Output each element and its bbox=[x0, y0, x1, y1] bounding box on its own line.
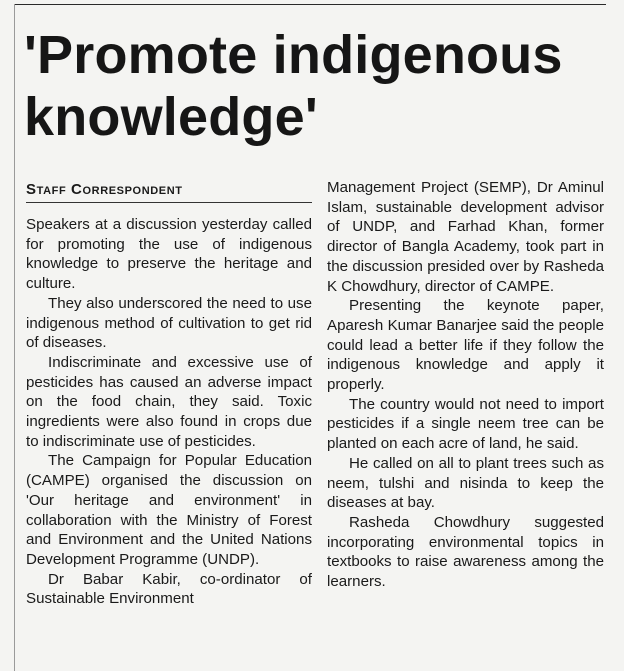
article-right-column bbox=[327, 178, 604, 592]
paragraph: Speakers at a discussion yesterday called for promoting the use of indigenous knowledge to preserve the heritage and culture. bbox=[26, 216, 312, 293]
paragraph: Rasheda Chowdhury suggested incorporating environmental topics in textbooks to raise awareness among the learners. bbox=[327, 513, 604, 591]
paragraph: The country would not need to import pesticides if a single neem tree can be planted on each acre of land, he said. bbox=[327, 395, 604, 453]
paragraph: Presenting the keynote paper, Aparesh Kumar Banarjee said the people could lead a better life if they follow the indigenous knowledge and apply it properly. bbox=[327, 297, 604, 394]
article-byline: Staff Correspondent bbox=[26, 181, 183, 198]
article-left-column bbox=[26, 215, 312, 609]
left-column-rule bbox=[14, 4, 15, 671]
paragraph: Management Project (SEMP), Dr Aminul Islam, sustainable development advisor of UNDP, and Farhad Khan, former director of Bangla Academy, took part in the discussion presided over by Rasheda K Chowdhury, director of CAMPE. bbox=[327, 179, 604, 295]
article-headline: 'Promote indigenous knowledge' bbox=[24, 25, 563, 147]
paragraph: They also underscored the need to use indigenous method of cultivation to get rid of diseases. bbox=[26, 294, 312, 352]
paragraph: The Campaign for Popular Education (CAMPE) organised the discussion on 'Our heritage and environment' in collaboration with the Ministry of Forest and Environment and the United Nations Development Programme (UNDP). bbox=[26, 452, 312, 568]
top-rule bbox=[14, 4, 606, 5]
paragraph: Indiscriminate and excessive use of pesticides has caused an adverse impact on the food chain, they said. Toxic ingredients were also found in crops due to indiscriminate use of pesticides. bbox=[26, 353, 312, 450]
byline-underline bbox=[26, 202, 312, 203]
paragraph: Dr Babar Kabir, co-ordinator of Sustainable Environment bbox=[26, 570, 312, 608]
paragraph: He called on all to plant trees such as neem, tulshi and nisinda to keep the diseases at bay. bbox=[327, 454, 604, 512]
